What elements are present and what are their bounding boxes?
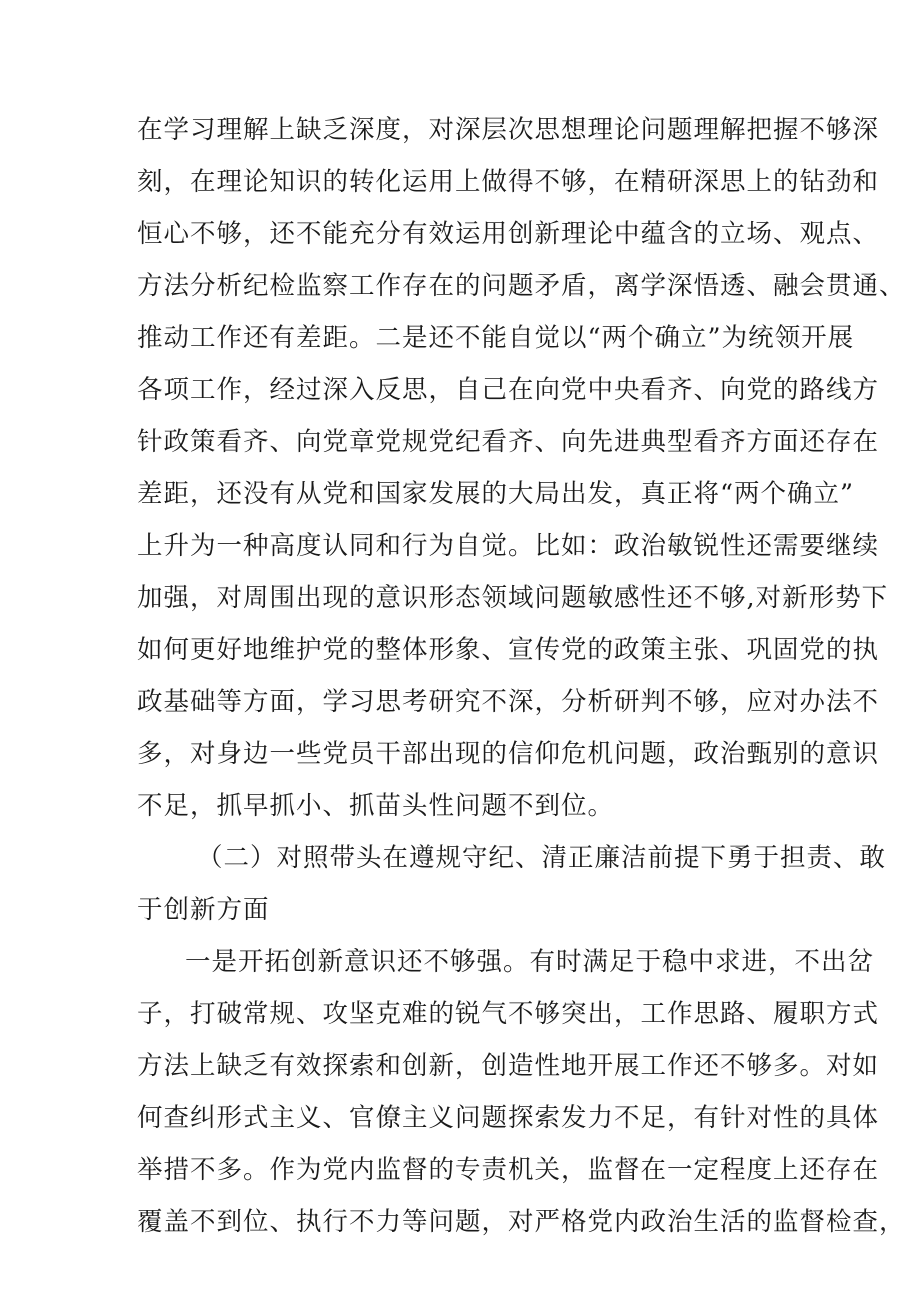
paragraph-line: 推动工作还有差距。二是还不能自觉以“两个确立”为统领开展 [137,323,855,353]
paragraph-line: 子，打破常规、攻坚克难的锐气不够突出，工作思路、履职方式 [137,999,880,1029]
paragraph-line: 方法分析纪检监察工作存在的问题矛盾，离学深悟透、融会贯通、 [137,271,906,301]
paragraph-line: 上升为一种高度认同和行为自觉。比如：政治敏锐性还需要继续 [137,531,880,561]
paragraph-line: 差距，还没有从党和国家发展的大局出发，真正将“两个确立” [137,479,855,509]
paragraph-line: 加强，对周围出现的意识形态领域问题敏感性还不够,对新形势下 [137,583,889,613]
paragraph-line: 多，对身边一些党员干部出现的信仰危机问题，政治甄别的意识 [137,739,880,769]
paragraph-line: 不足，抓早抓小、抓苗头性问题不到位。 [137,791,615,821]
paragraph-line: 政基础等方面，学习思考研究不深，分析研判不够，应对办法不 [137,687,880,717]
paragraph-line: 各项工作，经过深入反思，自己在向党中央看齐、向党的路线方 [137,375,880,405]
section-heading-line: 于创新方面 [137,895,270,925]
paragraph-line: 如何更好地维护党的整体形象、宣传党的政策主张、巩固党的执 [137,635,880,665]
section-heading-line: （二）对照带头在遵规守纪、清正廉洁前提下勇于担责、敢 [197,843,887,873]
paragraph-line: 刻，在理论知识的转化运用上做得不够，在精研深思上的钻劲和 [137,167,880,197]
paragraph-line: 一是开拓创新意识还不够强。有时满足于稳中求进，不出岔 [185,947,875,977]
paragraph-line: 方法上缺乏有效探索和创新，创造性地开展工作还不够多。对如 [137,1051,880,1081]
paragraph-line: 在学习理解上缺乏深度，对深层次思想理论问题理解把握不够深 [137,115,880,145]
paragraph-line: 何查纠形式主义、官僚主义问题探索发力不足，有针对性的具体 [137,1103,880,1133]
paragraph-line: 恒心不够，还不能充分有效运用创新理论中蕴含的立场、观点、 [137,219,880,249]
paragraph-line: 覆盖不到位、执行不力等问题，对严格党内政治生活的监督检查， [137,1207,906,1237]
paragraph-line: 举措不多。作为党内监督的专责机关，监督在一定程度上还存在 [137,1155,880,1185]
paragraph-line: 针政策看齐、向党章党规党纪看齐、向先进典型看齐方面还存在 [137,427,880,457]
